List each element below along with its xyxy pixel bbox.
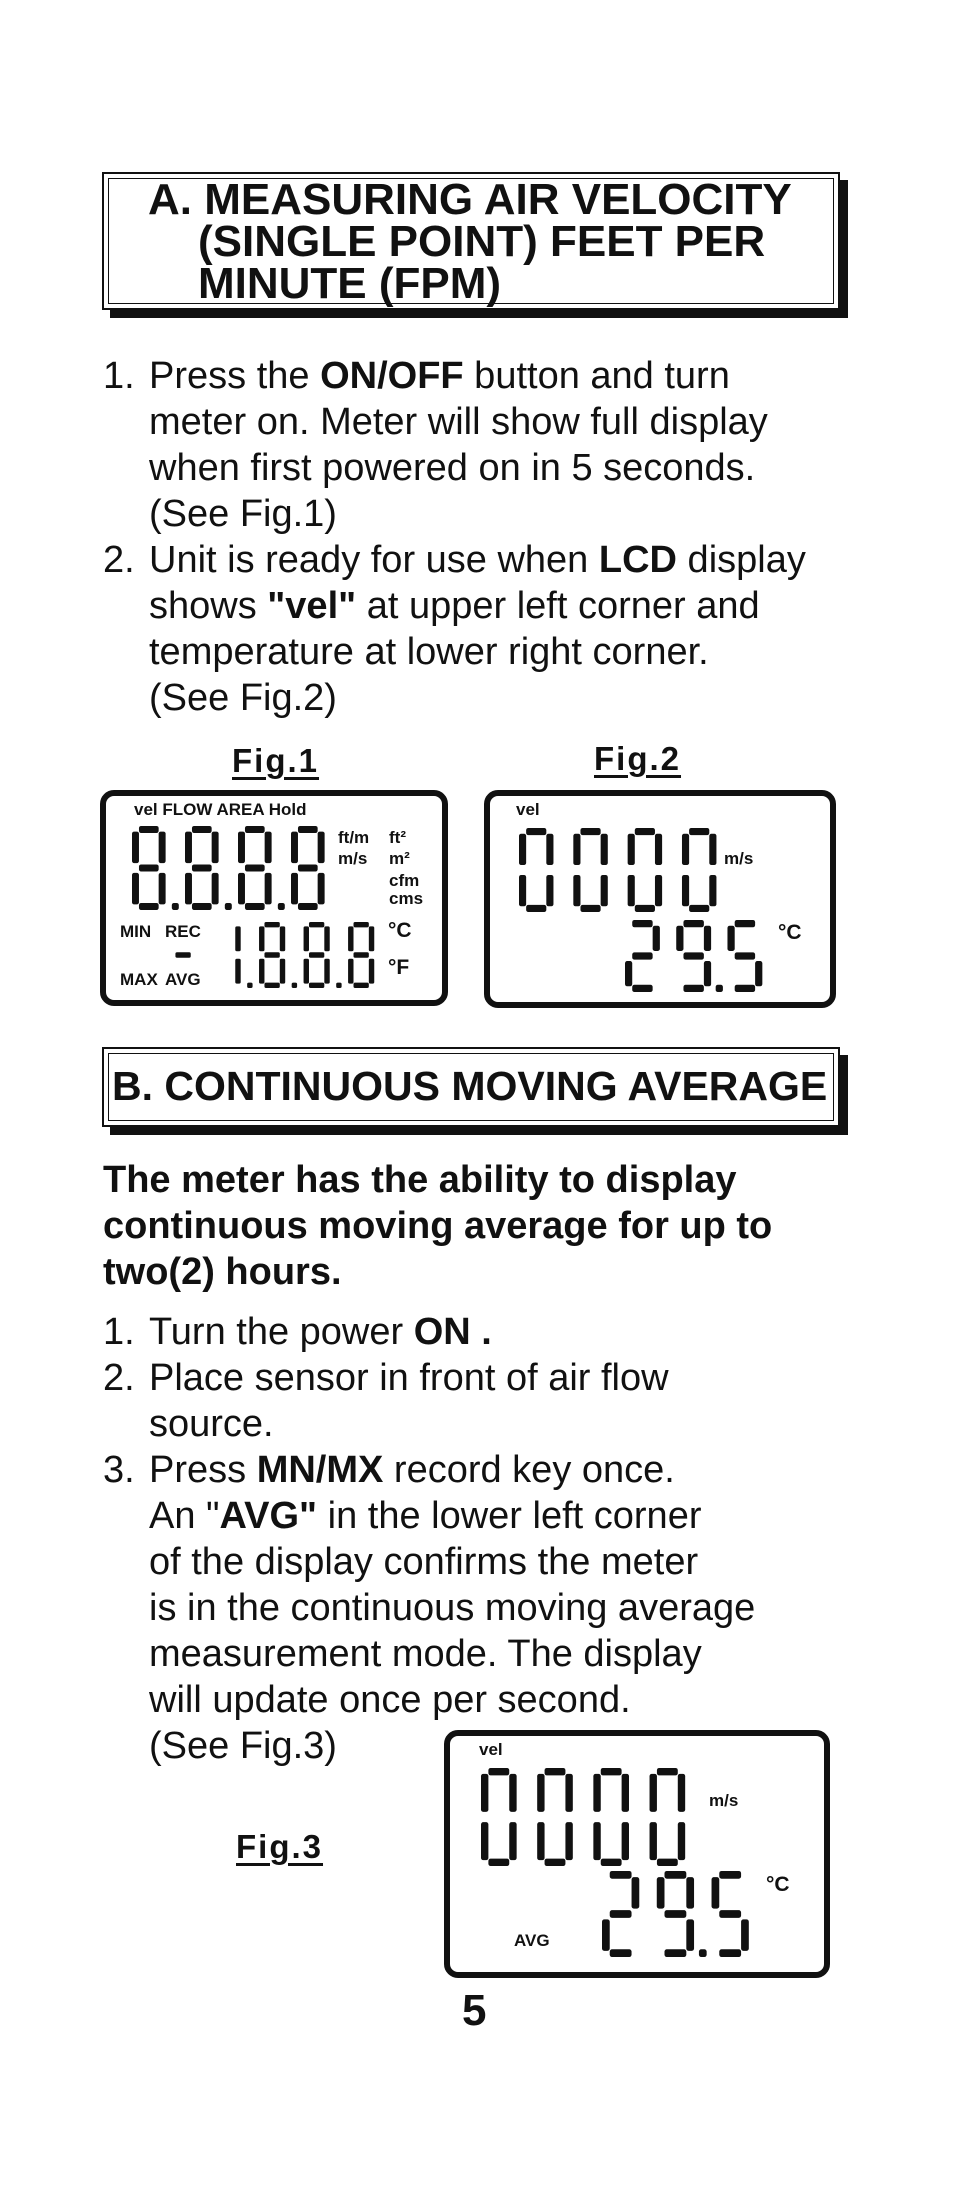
lcd-segment	[192, 903, 212, 910]
lcd-segment	[259, 926, 264, 951]
step-text-line	[149, 1585, 755, 1631]
lcd-segment	[657, 1768, 678, 1775]
lcd-segment	[719, 1949, 741, 1957]
step-number: 3.	[103, 1449, 135, 1491]
lcd-segment	[632, 920, 652, 927]
lcd-segment	[212, 832, 219, 864]
step-text-segment: in the lower left corner	[317, 1495, 702, 1537]
lcd-segment	[291, 873, 298, 905]
lcd-segment	[212, 873, 219, 905]
lcd-segment	[683, 920, 703, 927]
fig1-label-rec: REC	[165, 922, 201, 941]
section-b-intro-line-1: The meter has the ability to display	[103, 1159, 737, 1201]
fig1-unit-ms: m/s	[338, 849, 368, 868]
lcd-segment	[298, 865, 318, 872]
lcd-segment	[610, 1949, 632, 1957]
step-number: 2.	[103, 1357, 135, 1399]
step-text-segment: Turn the power	[149, 1311, 414, 1353]
step-text-segment: display	[677, 539, 806, 581]
lcd-segment	[704, 926, 711, 951]
lcd-segment	[318, 832, 325, 864]
fig2-unit-ms: m/s	[724, 849, 754, 868]
step-text-segment: shows	[149, 585, 268, 627]
section-b-intro-line-2: continuous moving average for up to	[103, 1205, 773, 1247]
step-text-segment: will update once per second.	[149, 1679, 631, 1721]
lcd-segment	[488, 1859, 509, 1866]
lcd-segment	[235, 926, 240, 951]
lcd-segment	[741, 1919, 749, 1950]
lcd-decimal-point	[247, 983, 252, 988]
lcd-segment	[565, 1822, 572, 1860]
step-text-line	[149, 1539, 698, 1585]
lcd-segment	[678, 1822, 685, 1860]
lcd-segment	[593, 1774, 600, 1812]
lcd-segment	[545, 1859, 566, 1866]
lcd-segment	[682, 834, 689, 865]
lcd-segment	[245, 903, 265, 910]
step-text-line	[149, 1631, 702, 1677]
lcd-segment	[735, 985, 755, 992]
lcd-segment	[264, 983, 279, 988]
lcd-decimal-point	[278, 903, 285, 910]
lcd-segment	[686, 1919, 694, 1950]
step-text-emphasis: AVG"	[219, 1495, 318, 1537]
fig1-unit-celsius: °C	[388, 919, 412, 942]
lcd-segment	[632, 985, 652, 992]
step-text-line	[149, 353, 730, 399]
lcd-segment	[291, 832, 298, 864]
lcd-segment	[580, 828, 600, 835]
fig2-unit-celsius: °C	[778, 921, 802, 944]
step-text-segment: (See Fig.3)	[149, 1725, 337, 1767]
step-text-segment: button and turn	[463, 355, 730, 397]
lcd-segment	[324, 926, 329, 951]
lcd-segment	[509, 1774, 516, 1812]
step-number: 1.	[103, 1311, 135, 1353]
lcd-segment	[280, 959, 285, 984]
lcd-segment	[632, 952, 652, 959]
lcd-segment	[238, 832, 245, 864]
lcd-segment	[735, 952, 755, 959]
lcd-segment	[526, 905, 546, 912]
lcd-segment	[735, 920, 755, 927]
lcd-segment	[712, 1877, 720, 1908]
section-a-heading-line-3: MINUTE (FPM)	[198, 259, 502, 308]
lcd-segment	[304, 926, 309, 951]
step-number: 1.	[103, 355, 135, 397]
fig1-label-max: MAX	[120, 970, 158, 989]
step-text-emphasis: MN/MX	[256, 1449, 384, 1491]
lcd-segment	[635, 828, 655, 835]
fig2-vel-label: vel	[516, 800, 540, 819]
lcd-segment	[192, 865, 212, 872]
lcd-segment	[664, 1949, 686, 1957]
lcd-segment	[309, 952, 324, 957]
lcd-segment	[304, 959, 309, 984]
lcd-segment	[610, 1910, 632, 1918]
step-text-segment: is in the continuous moving average	[149, 1587, 756, 1629]
lcd-segment	[185, 832, 192, 864]
lcd-decimal-point	[172, 903, 179, 910]
step-text-line	[149, 675, 337, 721]
lcd-decimal-point	[716, 985, 723, 992]
lcd-segment	[682, 875, 689, 906]
step-text-line	[149, 1677, 631, 1723]
lcd-segment	[689, 905, 709, 912]
fig2-temperature-digits	[625, 920, 770, 992]
step-text-line	[149, 583, 760, 629]
lcd-segment	[245, 865, 265, 872]
lcd-segment	[192, 826, 212, 833]
lcd-segment	[565, 1774, 572, 1812]
fig1-unit-ft2: ft²	[389, 828, 406, 847]
lcd-segment	[628, 875, 635, 906]
lcd-segment	[664, 1871, 686, 1879]
step-text-segment: temperature at lower right corner.	[149, 631, 709, 673]
lcd-segment	[354, 922, 369, 927]
lcd-segment	[280, 926, 285, 951]
lcd-segment	[139, 865, 159, 872]
page-number: 5	[462, 1986, 487, 2035]
lcd-segment	[488, 1768, 509, 1775]
fig3-temperature-digits	[602, 1871, 757, 1957]
lcd-segment	[664, 1910, 686, 1918]
step-text-emphasis: ON .	[413, 1311, 492, 1353]
lcd-segment	[318, 873, 325, 905]
section-a-heading-line-1: A. MEASURING AIR VELOCITY	[148, 175, 792, 224]
step-text-line	[149, 1493, 701, 1539]
lcd-segment	[755, 961, 762, 986]
section-a-heading-line-2: (SINGLE POINT) FEET PER	[198, 217, 766, 266]
fig3-caption: Fig.3	[236, 1828, 324, 1865]
lcd-segment	[719, 1910, 741, 1918]
lcd-segment	[709, 834, 716, 865]
step-text-line	[149, 1355, 669, 1401]
lcd-segment	[175, 952, 190, 957]
lcd-segment	[519, 875, 526, 906]
step-text-segment: Place sensor in front of air flow	[149, 1357, 669, 1399]
section-b-heading: B. CONTINUOUS MOVING AVERAGE	[112, 1063, 828, 1109]
lcd-decimal-point	[336, 983, 341, 988]
lcd-segment	[625, 961, 632, 986]
lcd-segment	[719, 1871, 741, 1879]
lcd-segment	[354, 983, 369, 988]
lcd-segment	[622, 1774, 629, 1812]
lcd-segment	[348, 926, 353, 951]
lcd-segment	[601, 1768, 622, 1775]
lcd-segment	[678, 1774, 685, 1812]
lcd-segment	[537, 1774, 544, 1812]
lcd-segment	[132, 832, 139, 864]
lcd-segment	[593, 1822, 600, 1860]
step-text-line	[149, 1401, 274, 1447]
step-text-line	[149, 445, 755, 491]
lcd-decimal-point	[699, 1949, 707, 1957]
lcd-segment	[264, 922, 279, 927]
lcd-segment	[573, 834, 580, 865]
lcd-segment	[655, 875, 662, 906]
lcd-segment	[573, 875, 580, 906]
lcd-segment	[622, 1822, 629, 1860]
lcd-segment	[635, 905, 655, 912]
fig2-main-digits	[519, 828, 724, 912]
lcd-segment	[727, 926, 734, 951]
lcd-segment	[632, 1877, 640, 1908]
lcd-segment	[546, 875, 553, 906]
step-text-line	[149, 399, 768, 445]
lcd-segment	[601, 875, 608, 906]
step-text-segment: measurement mode. The display	[149, 1633, 702, 1675]
lcd-segment	[309, 983, 324, 988]
lcd-segment	[245, 826, 265, 833]
lcd-segment	[235, 959, 240, 984]
fig1-top-labels: vel FLOW AREA Hold	[134, 800, 307, 819]
step-text-line	[149, 629, 709, 675]
step-text-emphasis: LCD	[598, 539, 677, 581]
lcd-segment	[676, 926, 683, 951]
lcd-segment	[657, 1877, 665, 1908]
lcd-segment	[689, 828, 709, 835]
lcd-segment	[139, 826, 159, 833]
step-text-segment: (See Fig.2)	[149, 677, 337, 719]
step-text-line	[149, 537, 806, 583]
fig1-main-digits	[132, 826, 332, 910]
step-text-segment: when first powered on in 5 seconds.	[149, 447, 756, 489]
fig1-unit-fahrenheit: °F	[388, 956, 410, 979]
lcd-segment	[509, 1822, 516, 1860]
step-text-segment: of the display confirms the meter	[149, 1541, 699, 1583]
lcd-segment	[601, 1859, 622, 1866]
lcd-decimal-point	[225, 903, 232, 910]
lcd-segment	[650, 1774, 657, 1812]
lcd-segment	[545, 1768, 566, 1775]
lcd-segment	[537, 1822, 544, 1860]
step-text-segment: Press	[149, 1449, 257, 1491]
lcd-segment	[653, 926, 660, 951]
lcd-segment	[348, 959, 353, 984]
fig1-sub-digits	[170, 922, 380, 988]
step-text-line	[149, 1447, 675, 1493]
lcd-segment	[369, 959, 374, 984]
lcd-segment	[369, 926, 374, 951]
lcd-segment	[683, 985, 703, 992]
fig3-vel-label: vel	[479, 1740, 503, 1759]
step-number: 2.	[103, 539, 135, 581]
step-text-segment: An "	[149, 1495, 220, 1537]
lcd-segment	[354, 952, 369, 957]
lcd-segment	[185, 873, 192, 905]
lcd-decimal-point	[292, 983, 297, 988]
step-text-segment: meter on. Meter will show full display	[149, 401, 768, 443]
fig1-unit-m2: m²	[389, 849, 410, 868]
lcd-segment	[580, 905, 600, 912]
fig1-unit-cfm: cfm	[389, 871, 420, 890]
fig2-caption: Fig.2	[594, 740, 682, 777]
lcd-segment	[704, 961, 711, 986]
lcd-segment	[309, 922, 324, 927]
step-text-segment: Press the	[149, 355, 321, 397]
lcd-segment	[610, 1871, 632, 1879]
lcd-segment	[481, 1774, 488, 1812]
lcd-segment	[132, 873, 139, 905]
fig3-unit-ms: m/s	[709, 1791, 739, 1810]
fig1-label-min: MIN	[120, 922, 152, 941]
lcd-segment	[628, 834, 635, 865]
step-text-line	[149, 1723, 337, 1769]
fig3-main-digits	[481, 1768, 693, 1866]
lcd-segment	[139, 903, 159, 910]
lcd-segment	[655, 834, 662, 865]
step-text-segment: record key once.	[383, 1449, 675, 1491]
lcd-segment	[657, 1859, 678, 1866]
lcd-segment	[265, 832, 272, 864]
lcd-segment	[259, 959, 264, 984]
lcd-segment	[519, 834, 526, 865]
lcd-segment	[298, 903, 318, 910]
lcd-segment	[650, 1822, 657, 1860]
fig1-label-avg: AVG	[165, 970, 201, 989]
lcd-segment	[709, 875, 716, 906]
step-text-segment: at upper left corner and	[356, 585, 760, 627]
fig3-unit-celsius: °C	[766, 1873, 790, 1896]
fig1-caption: Fig.1	[232, 742, 320, 779]
lcd-segment	[526, 828, 546, 835]
fig1-unit-ftm: ft/m	[338, 828, 370, 847]
lcd-segment	[324, 959, 329, 984]
lcd-segment	[601, 834, 608, 865]
step-text-line	[149, 491, 337, 537]
lcd-segment	[159, 873, 166, 905]
step-text-emphasis: ON/OFF	[320, 355, 464, 397]
fig3-avg-label: AVG	[514, 1931, 550, 1950]
lcd-segment	[159, 832, 166, 864]
lcd-segment	[264, 952, 279, 957]
step-text-segment: source.	[149, 1403, 274, 1445]
lcd-segment	[602, 1919, 610, 1950]
lcd-segment	[683, 952, 703, 959]
lcd-segment	[265, 873, 272, 905]
step-text-segment: (See Fig.1)	[149, 493, 337, 535]
lcd-segment	[686, 1877, 694, 1908]
lcd-segment	[238, 873, 245, 905]
fig1-unit-cms: cms	[389, 889, 424, 908]
step-text-emphasis: "vel"	[267, 585, 357, 627]
section-b-intro-line-3: two(2) hours.	[103, 1251, 342, 1293]
step-text-segment: Unit is ready for use when	[149, 539, 599, 581]
lcd-segment	[298, 826, 318, 833]
step-text-line	[149, 1309, 492, 1355]
lcd-segment	[481, 1822, 488, 1860]
lcd-segment	[546, 834, 553, 865]
